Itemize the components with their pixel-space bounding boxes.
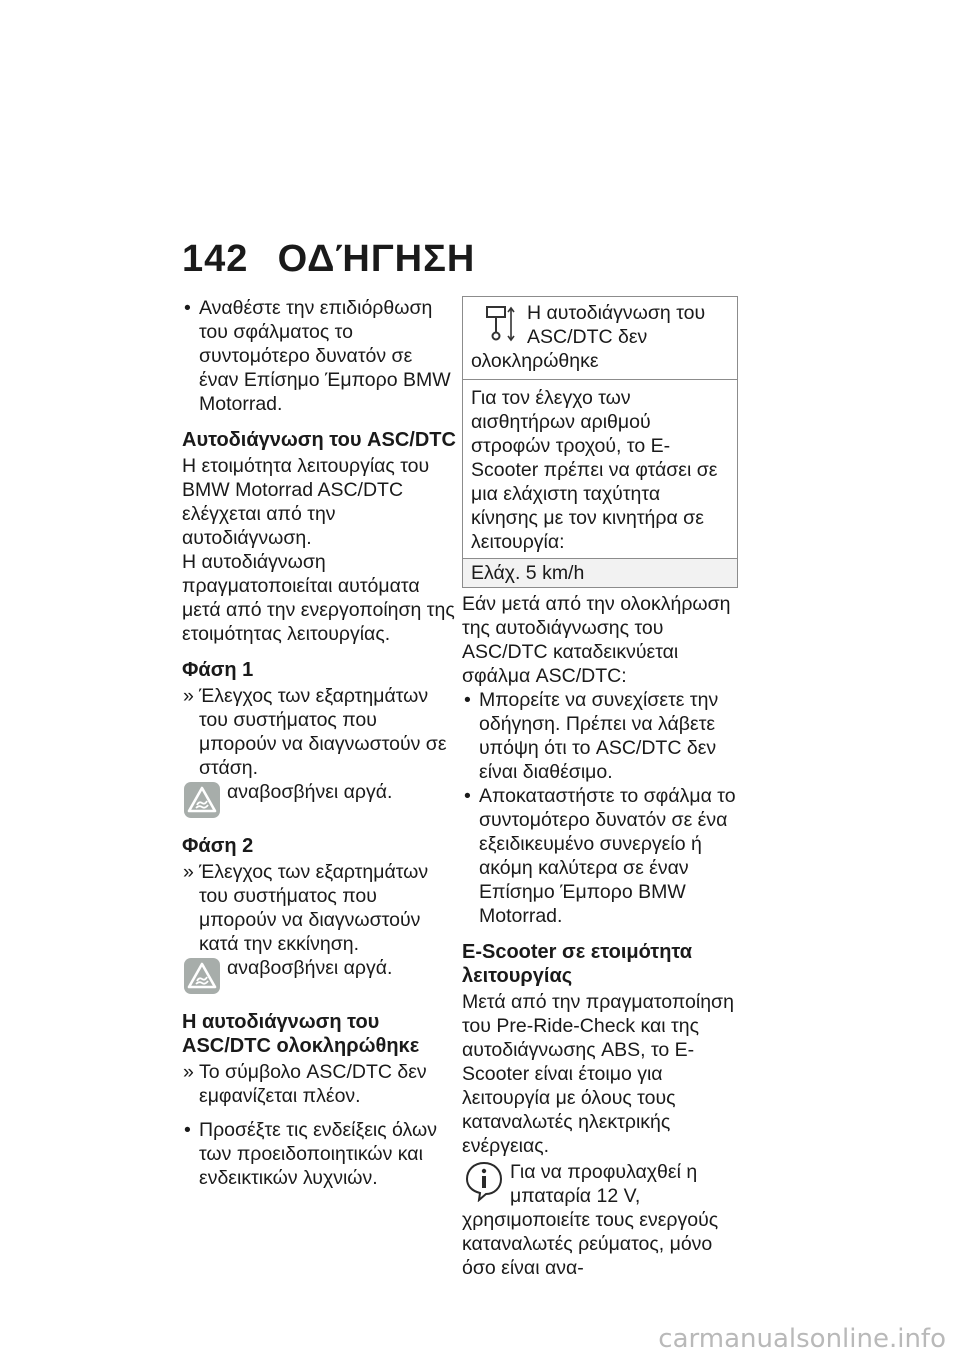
phase-1-heading: Φάση 1 — [182, 659, 254, 681]
traction-warning-icon — [184, 958, 220, 994]
notice-box-title: Η αυτοδιάγνωση του ASC/DTC δεν ολοκληρώθηκε — [471, 302, 706, 372]
self-diag-para-1: Η ετοιμότητα λειτουργίας του BMW Motorrad ASC/DTC ελέγχεται από την αυτοδιάγνωση. — [182, 455, 430, 549]
phase-1-step: » Έλεγχος των εξαρτημάτων του συστήματος που μπορούν να διαγνωστούν σε στάση. — [182, 684, 457, 780]
page-number: 142 — [182, 238, 249, 280]
info-text: Για να προφυλαχθεί η μπαταρία 12 V, χρησιμοποιείτε τους ενεργούς καταναλωτές ρεύματος, μόνο όσο είναι ανα- — [462, 1161, 719, 1279]
watermark: carmanualsonline.info — [658, 1324, 946, 1354]
phase-2-icon-text: αναβοσβήνει αργά. — [227, 957, 393, 979]
notice-box-body: Για τον έλεγχο των αισθητήρων αριθμού στροφών τροχού, το E-Scooter πρέπει να φτάσει σε μια ελάχιστη ταχύτητα κίνησης με τον κινητήρα σε λειτουργία: — [463, 379, 737, 558]
info-icon — [464, 1160, 504, 1202]
left-column — [182, 296, 457, 1190]
self-diag-para-2: Η αυτοδιάγνωση πραγματοποιείται αυτόματα μετά από την ενεργοποίηση της ετοιμότητας λειτουργίας. — [182, 551, 455, 645]
notice-box-header — [463, 297, 737, 379]
complete-heading: Η αυτοδιάγνωση του ASC/DTC ολοκληρώθηκε — [182, 1011, 420, 1057]
workshop-tool-icon — [483, 303, 519, 343]
ready-para: Μετά από την πραγματοποίηση του Pre-Ride-Check και της αυτοδιάγνωσης ABS, το E-Scooter είναι έτοιμο για λειτουργία με όλους τους καταναλωτές ηλεκτρικής ενέργειας. — [462, 991, 734, 1157]
self-diag-heading: Αυτοδιάγνωση του ASC/DTC — [182, 429, 456, 451]
ready-heading: E-Scooter σε ετοιμότητα λειτουργίας — [462, 941, 693, 987]
right-column — [462, 296, 738, 1280]
phase-1-icon-text: αναβοσβήνει αργά. — [227, 781, 393, 803]
error-para: Εάν μετά από την ολοκλήρωση της αυτοδιάγνωσης του ASC/DTC καταδεικνύεται σφάλμα ASC/DTC: — [462, 593, 731, 687]
phase-2-indicator — [182, 956, 457, 998]
phase-2-step: » Έλεγχος των εξαρτημάτων του συστήματος που μπορούν να διαγνωστούν κατά την εκκίνηση. — [182, 860, 457, 956]
error-bullet-1: • Μπορείτε να συνεχίσετε την οδήγηση. Πρέπει να λάβετε υπόψη ότι το ASC/DTC δεν είναι διαθέσιμο. — [462, 688, 738, 784]
section-title: ΟΔΉΓΗΣΗ — [277, 238, 476, 280]
info-note — [462, 1158, 738, 1280]
page-header — [182, 238, 475, 281]
notice-box — [462, 296, 738, 588]
complete-bullet: • Προσέξτε τις ενδείξεις όλων των προειδοποιητικών και ενδεικτικών λυχνιών. — [182, 1118, 457, 1190]
intro-bullet: • Αναθέστε την επιδιόρθωση του σφάλματος το συντομότερο δυνατόν σε έναν Επίσημο Έμπορο BMW Motorrad. — [182, 296, 457, 416]
phase-2-heading: Φάση 2 — [182, 835, 254, 857]
error-bullet-2: • Αποκαταστήστε το σφάλμα το συντομότερο δυνατόν σε ένα εξειδικευμένο συνεργείο ή ακόμη καλύτερα σε έναν Επίσημο Έμπορο BMW Motorrad. — [462, 784, 738, 928]
complete-step: » Το σύμβολο ASC/DTC δεν εμφανίζεται πλέον. — [182, 1060, 457, 1108]
traction-warning-icon — [184, 782, 220, 818]
notice-box-value: Ελάχ. 5 km/h — [463, 558, 737, 587]
phase-1-indicator — [182, 780, 457, 822]
